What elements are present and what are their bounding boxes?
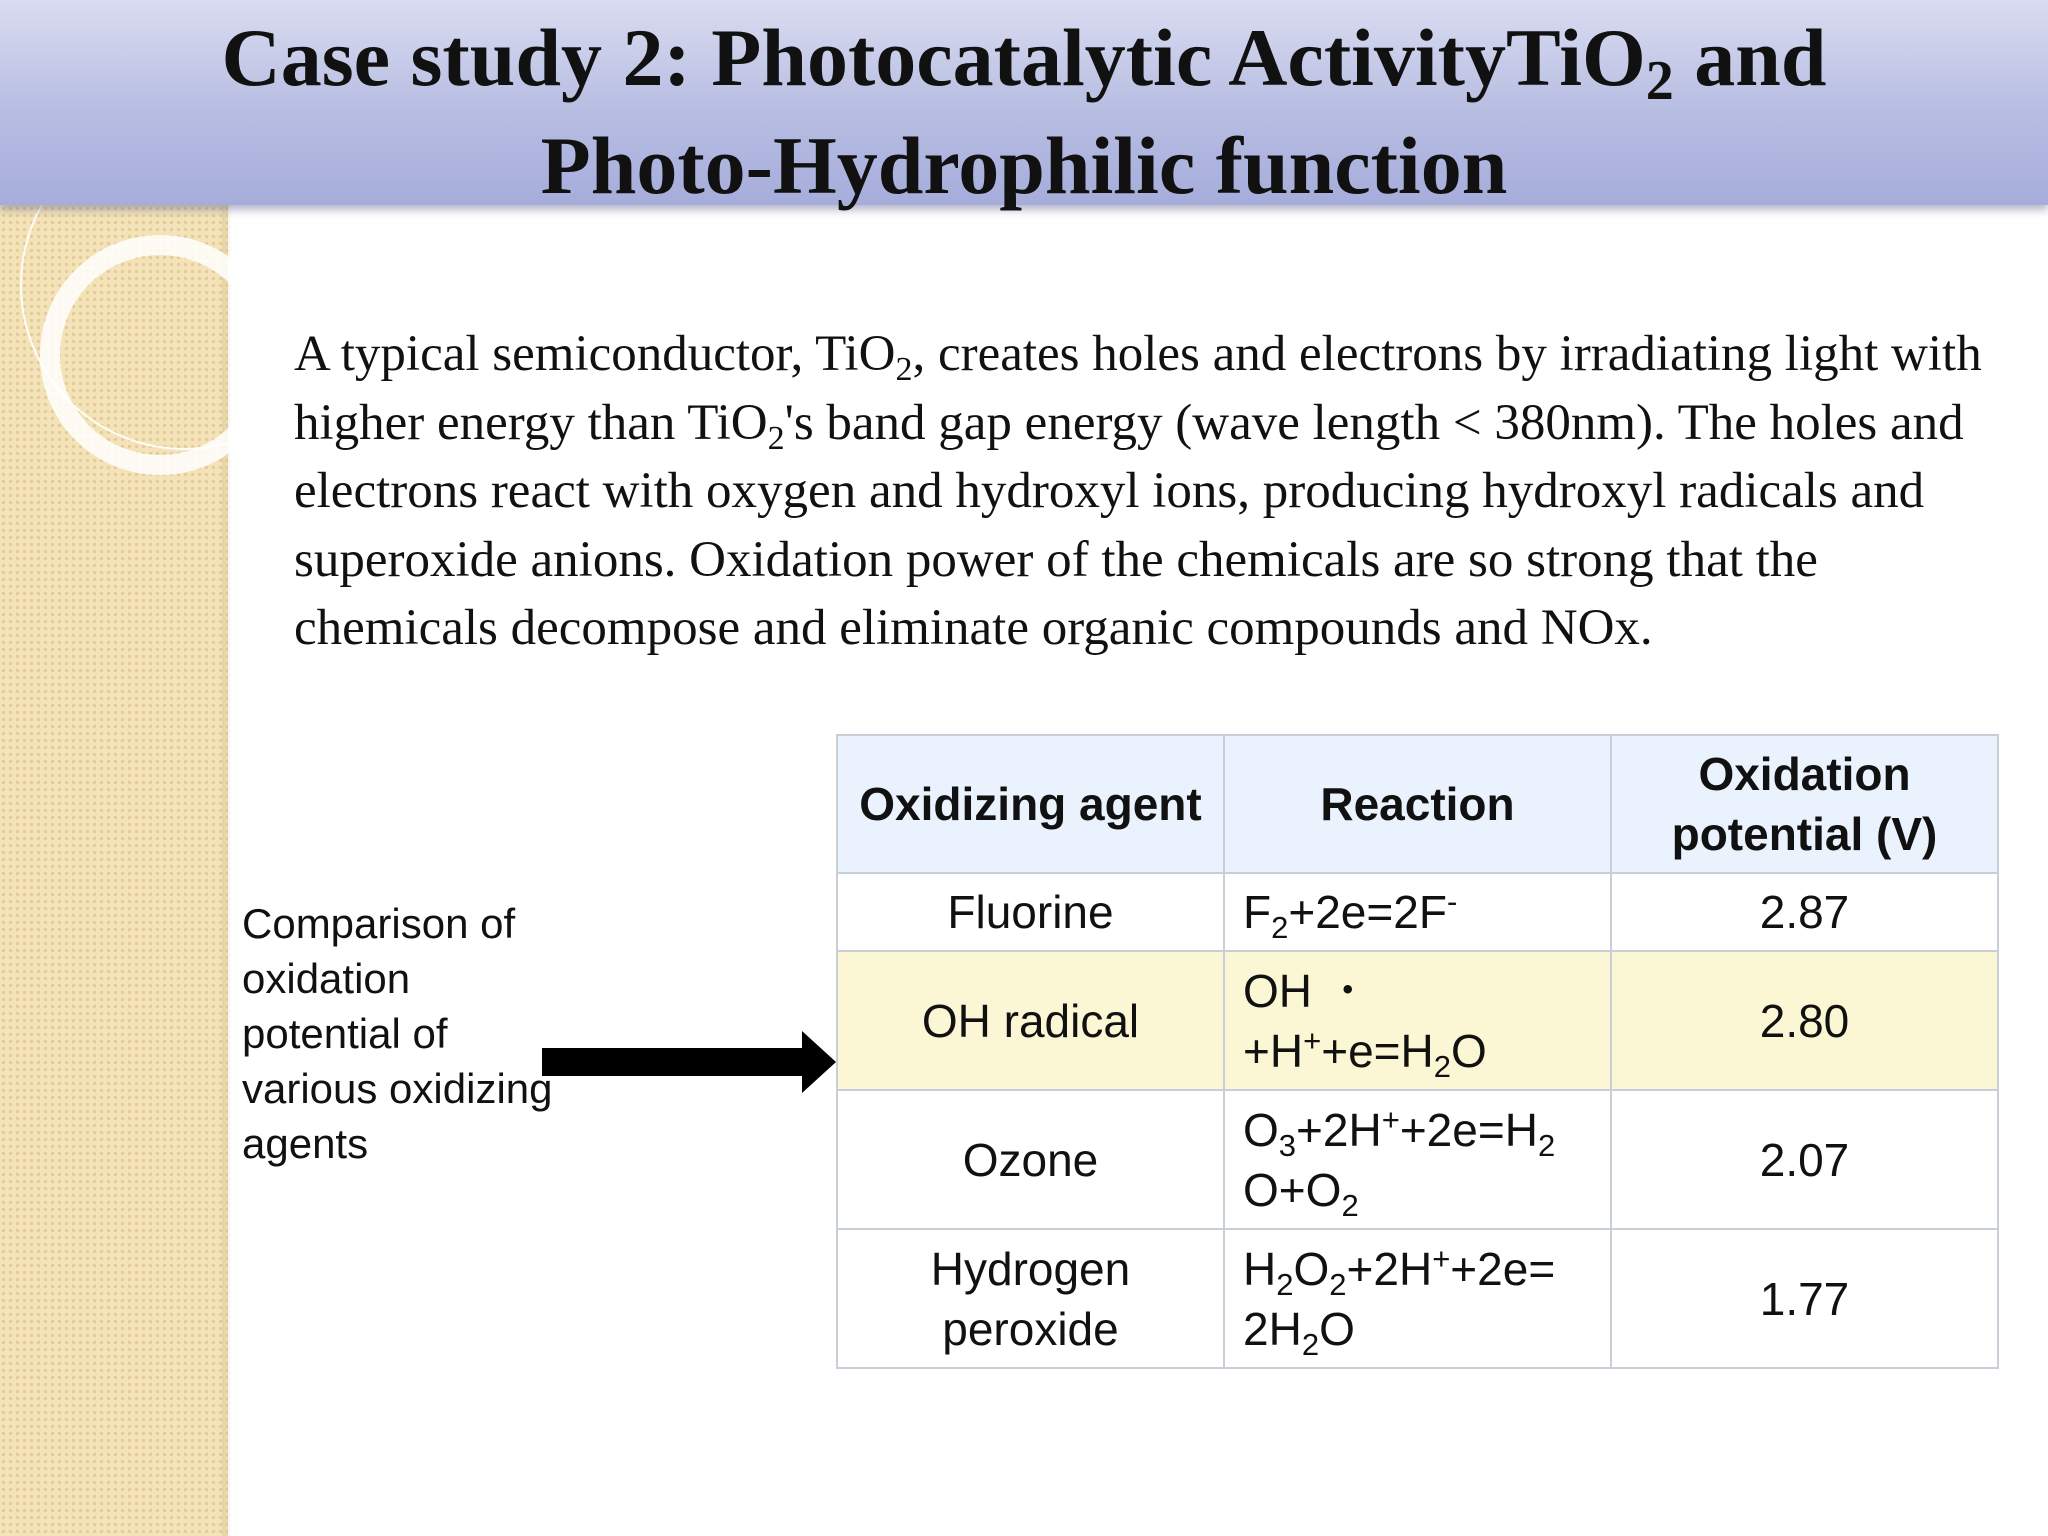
reaction-cell: $F_2+2e=2F^-$ [1224, 873, 1611, 951]
reaction-cell: OH ・ $+H^++e=H_2O$ [1224, 951, 1611, 1090]
oxidation-potential-table [836, 734, 1999, 1369]
agent-cell: Hydrogen peroxide [837, 1229, 1224, 1368]
potential-cell: 1.77 [1611, 1229, 1998, 1368]
table-row [837, 1090, 1998, 1229]
table-row [837, 873, 1998, 951]
agent-cell: Fluorine [837, 873, 1224, 951]
potential-cell: 2.87 [1611, 873, 1998, 951]
header-oxidation-potential: Oxidation potential (V) [1611, 735, 1998, 873]
table-header-row [837, 735, 1998, 873]
potential-cell: 2.80 [1611, 951, 1998, 1090]
table-row-highlighted [837, 951, 1998, 1090]
agent-cell: OH radical [837, 951, 1224, 1090]
title-bar [0, 0, 2048, 211]
potential-cell: 2.07 [1611, 1090, 1998, 1229]
reaction-cell: $O_3+2H^++2e=H_2$ $O+O_2$ [1224, 1090, 1611, 1229]
header-reaction: Reaction [1224, 735, 1611, 873]
reaction-cell: $H_2O_2+2H^++2e=$ $2H_2O$ [1224, 1229, 1611, 1368]
agent-cell: Ozone [837, 1090, 1224, 1229]
table-row [837, 1229, 1998, 1368]
body-paragraph: A typical semiconductor, TiO$_2$, creates holes and electrons by irradiating light with higher energy than TiO$_2$'s band gap energy (wave length < 380nm). The holes and electrons react with oxygen and hydroxyl ions, producing hydroxyl radicals and superoxide anions. Oxidation power of the chemicals are so strong that the chemicals decompose and eliminate organic compounds and NOx. [294, 326, 1982, 656]
comparison-caption: Comparison of oxidation potential of various oxidizing agents [242, 900, 553, 1167]
slide-title: Case study 2: Photocatalytic ActivityTiO$_2$ and Photo-Hydrophilic function [221, 12, 1827, 211]
header-oxidizing-agent: Oxidizing agent [837, 735, 1224, 873]
right-arrow-icon [540, 1015, 840, 1105]
decorative-ring-inner [40, 235, 280, 475]
